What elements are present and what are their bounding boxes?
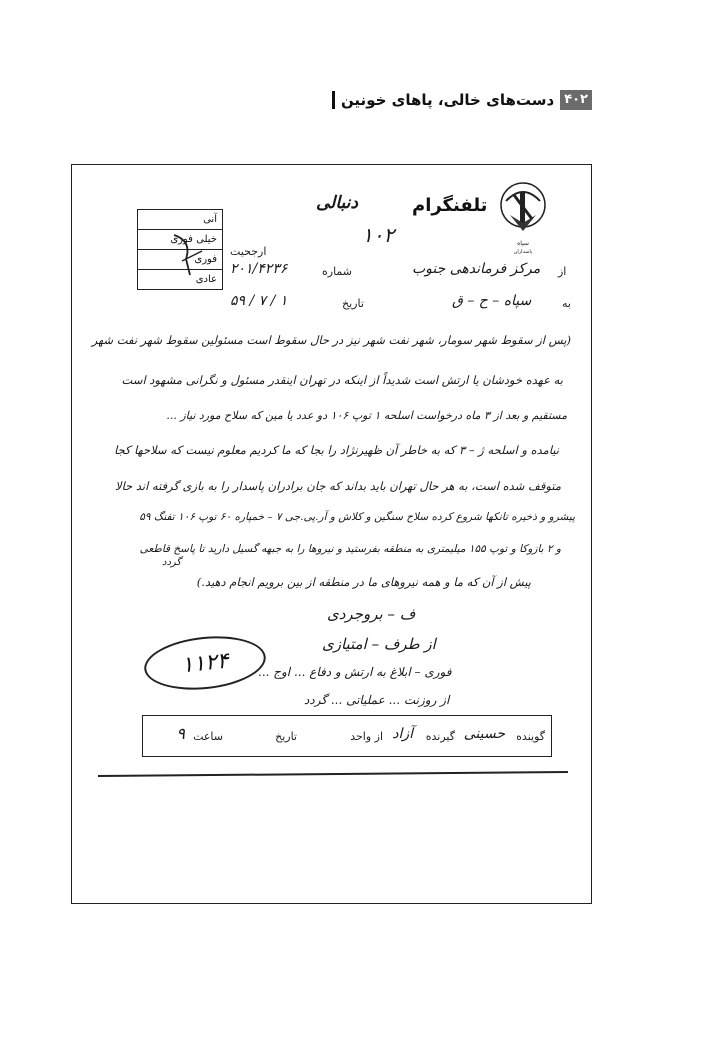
handwritten-top-word: دنبالی [316, 193, 358, 213]
unit-label: از واحد [350, 730, 383, 743]
body-line-6: پیشرو و ذخیره تانکها شروع کرده سلاح سنگین و کلاش و آر.پی.جی ۷ – خمپاره ۶۰ توپ ۱۰۶ تفنگ ۵۹ [139, 511, 575, 523]
body-line-1: (پس از سقوط شهر سومار، شهر نفت شهر نیز در حال سقوط است مسئولین سقوط شهر نفت شهر [91, 333, 571, 347]
body-line-7: و ۲ بازوکا و توپ ۱۵۵ میلیمتری به منطقه بفرستید و نیروها را به جبهه گسیل دارید تا پاسخ قاطعی [139, 543, 561, 555]
body-line-8: پیش از آن که ما و همه نیروهای ما در منطقه از بین برویم انجام دهید.) [196, 575, 531, 589]
reference-number: ۱۱۲۴ [180, 648, 230, 678]
priority-label: ارجحیت [230, 245, 267, 258]
priority-option-instant: آنی [138, 210, 222, 230]
receiver-label: گیرنده [425, 730, 455, 743]
emblem-icon [492, 179, 554, 259]
from-label: از [558, 265, 567, 278]
reference-number-stamp [142, 631, 269, 695]
receiver-value: آزاد [392, 726, 413, 742]
body-line-3: مستقیم و بعد از ۳ ماه درخواست اسلحه ۱ توپ ۱۰۶ دو عدد یا مین که سلاح مورد نیاز ... [166, 409, 567, 422]
body-line-5: متوقف شده است، به هر حال تهران باید بداند که جان برادران پاسدار را به بازی گرفته اند حالا [115, 479, 561, 493]
speaker-label: گوینده [516, 730, 545, 743]
bottom-ink-line [98, 771, 568, 777]
number-label: شماره [322, 265, 353, 278]
date-value: ۱ / ۷ / ۵۹ [230, 293, 288, 309]
note-line-1: فوری – ابلاغ به ارتش و دفاع ... اوج ... [258, 665, 452, 679]
to-value: سپاه – ح – ق [452, 293, 532, 309]
footer-date-label: تاریخ [275, 730, 297, 743]
signature-line-1: ف – بروجردی [327, 605, 416, 623]
signature-line-2: از طرف – امتیازی [322, 635, 436, 653]
speaker-value: حسینی [463, 726, 505, 742]
body-line-4: نیامده و اسلحه ژ – ۳ که به خاطر آن ظهیرنژاد را بجا که ما کردیم معلوم نیست که سلاحها کجا [114, 443, 559, 457]
margin-note: گردد [162, 557, 182, 568]
page-number: ۴۰۲ [560, 90, 592, 110]
priority-option-very-urgent: خیلی فوری [138, 230, 222, 250]
svg-text:سپاه: سپاه [517, 240, 529, 247]
form-title: تلفنگرام [412, 195, 488, 216]
priority-check-mark [172, 231, 212, 281]
telegram-document [71, 164, 592, 904]
time-label: ساعت [193, 730, 223, 743]
to-label: به [562, 297, 571, 310]
date-label: تاریخ [342, 297, 364, 310]
priority-option-normal: عادی [195, 274, 217, 285]
telegram-number-handwritten: ۱۰۲ [362, 223, 395, 247]
time-value: ۹ [176, 724, 185, 743]
book-title: دست‌های خالی، پاهای خونین [340, 91, 555, 109]
from-value: مرکز فرماندهی جنوب [412, 261, 541, 277]
telegram-footer-box [142, 715, 552, 757]
book-header [332, 90, 592, 110]
body-line-2: به عهده خودشان یا ارتش است شدیداً از اینکه در تهران اینقدر مسئول و نگرانی مشهود است [121, 373, 563, 387]
number-value: ۲۰۱/۴۲۳۶ [230, 261, 288, 277]
svg-text:پاسداران: پاسداران [513, 249, 533, 255]
header-divider [332, 91, 335, 109]
note-line-2: از روزنت ... عملیاتی ... گردد [304, 693, 450, 707]
priority-option-urgent: فوری [138, 250, 222, 270]
